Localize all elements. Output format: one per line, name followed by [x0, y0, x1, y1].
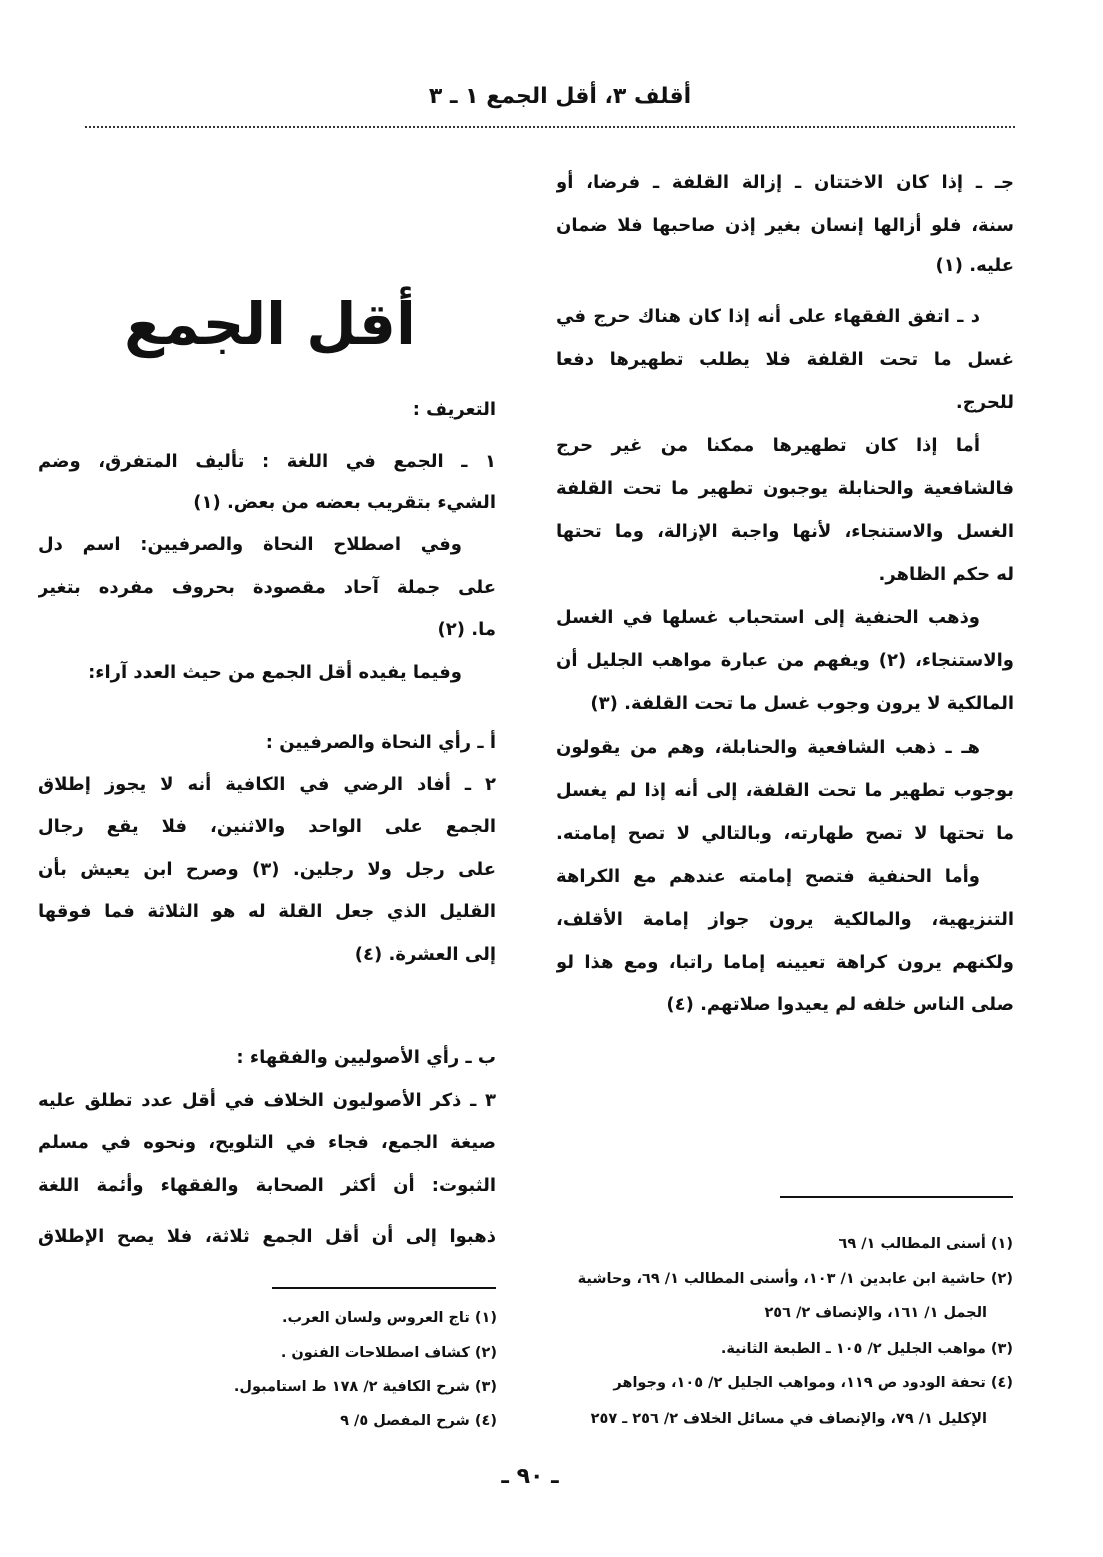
running-header: أقلف ٣، أقل الجمع ١ ـ ٣ [428, 84, 692, 109]
text-line: ١ ـ الجمع في اللغة : تأليف المتفرق، وضم [38, 451, 496, 472]
footnote: (١) تاج العروس ولسان العرب. [281, 1310, 497, 1326]
text-line: الشيء بتقريب بعضه من بعض. (١) [193, 492, 496, 513]
text-line: له حكم الظاهر. [878, 564, 1014, 585]
footnote: (٤) تحفة الودود ص ١١٩، ومواهب الجليل ٢/ ١٠٥، وجواهر [613, 1375, 1013, 1391]
text-line: غسل ما تحت القلفة فلا يطلب تطهيرها دفعا [556, 349, 1014, 370]
footnote: (٣) شرح الكافية ٢/ ١٧٨ ط استامبول. [233, 1379, 497, 1395]
left-footnote-rule [272, 1287, 496, 1289]
footnote: (٢) كشاف اصطلاحات الفنون . [280, 1345, 497, 1361]
text-line: والاستنجاء، (٢) ويفهم من عبارة مواهب الجليل أن [556, 650, 1014, 671]
section-heading: التعريف : [412, 399, 496, 420]
text-line: صلى الناس خلفه لم يعيدوا صلاتهم. (٤) [666, 994, 1014, 1015]
text-line: وفيما يفيده أقل الجمع من حيث العدد آراء: [88, 662, 462, 683]
text-line: الغسل والاستنجاء، لأنها واجبة الإزالة، وما تحتها [556, 521, 1014, 542]
text-line: هـ ـ ذهب الشافعية والحنابلة، وهم من يقولون [556, 737, 980, 758]
text-line: سنة، فلو أزالها إنسان بغير إذن صاحبها فلا ضمان [556, 215, 1014, 236]
text-line: إلى العشرة. (٤) [354, 944, 496, 965]
text-line: د ـ اتفق الفقهاء على أنه إذا كان هناك حرج في [556, 306, 980, 327]
footnote: (١) أسنى المطالب ١/ ٦٩ [838, 1236, 1013, 1252]
section-heading: أ ـ رأي النحاة والصرفيين : [265, 732, 496, 753]
article-title: أقل الجمع [124, 290, 416, 358]
text-line: على جملة آحاد مقصودة بحروف مفرده بتغير [38, 577, 496, 598]
footnote: (٣) مواهب الجليل ٢/ ١٠٥ ـ الطبعة الثانية. [720, 1341, 1013, 1357]
text-line: وذهب الحنفية إلى استحباب غسلها في الغسل [556, 607, 980, 628]
header-dotted-divider [85, 126, 1015, 128]
text-line: على رجل ولا رجلين. (٣) وصرح ابن يعيش بأن [38, 859, 496, 880]
text-line: ٢ ـ أفاد الرضي في الكافية أنه لا يجوز إطلاق [38, 774, 496, 795]
text-line: القليل الذي جعل القلة له هو الثلاثة فما فوقها [38, 901, 496, 922]
text-line: وفي اصطلاح النحاة والصرفيين: اسم دل [38, 534, 462, 555]
footnote: الإكليل ١/ ٧٩، والإنصاف في مسائل الخلاف ٢/ ٢٥٦ ـ ٢٥٧ [590, 1411, 987, 1427]
text-line: بوجوب تطهير ما تحت القلفة، إلى أنه إذا لم يغسل [556, 780, 1014, 801]
footnote: (٤) شرح المفصل ٥/ ٩ [340, 1413, 497, 1429]
text-line: ولكنهم يرون كراهة تعيينه إماما راتبا، ومع هذا لو [556, 952, 1014, 973]
footnote: (٢) حاشية ابن عابدين ١/ ١٠٣، وأسنى المطالب ١/ ٦٩، وحاشية [577, 1271, 1013, 1287]
text-line: عليه. (١) [935, 255, 1014, 276]
text-line: الجمع على الواحد والاثنين، فلا يقع رجال [38, 816, 496, 837]
text-line: للحرج. [955, 392, 1014, 413]
text-line: صيغة الجمع، فجاء في التلويح، ونحوه في مسلم [38, 1132, 496, 1153]
footnote: الجمل ١/ ١٦١، والإنصاف ٢/ ٢٥٦ [764, 1305, 987, 1321]
text-line: ٣ ـ ذكر الأصوليون الخلاف في أقل عدد تطلق عليه [38, 1090, 496, 1111]
text-line: الثبوت: أن أكثر الصحابة والفقهاء وأئمة اللغة [38, 1175, 496, 1196]
text-line: ذهبوا إلى أن أقل الجمع ثلاثة، فلا يصح الإطلاق [38, 1226, 496, 1247]
section-heading: ب ـ رأي الأصوليين والفقهاء : [236, 1047, 496, 1068]
text-line: ما تحتها لا تصح طهارته، وبالتالي لا تصح إمامته. [556, 823, 1014, 844]
text-line: أما إذا كان تطهيرها ممكنا من غير حرج [556, 435, 980, 456]
text-line: التنزيهية، والمالكية يرون جواز إمامة الأقلف، [556, 909, 1014, 930]
text-line: فالشافعية والحنابلة يوجبون تطهير ما تحت القلفة [556, 478, 1014, 499]
right-footnote-rule [780, 1196, 1013, 1198]
text-line: وأما الحنفية فتصح إمامته عندهم مع الكراهة [556, 866, 980, 887]
text-line: جـ ـ إذا كان الاختتان ـ إزالة القلفة ـ فرضا، أو [556, 172, 1014, 193]
text-line: المالكية لا يرون وجوب غسل ما تحت القلفة. (٣) [590, 693, 1014, 714]
text-line: ما. (٢) [437, 619, 496, 640]
page-number: ـ ٩٠ ـ [501, 1464, 559, 1489]
